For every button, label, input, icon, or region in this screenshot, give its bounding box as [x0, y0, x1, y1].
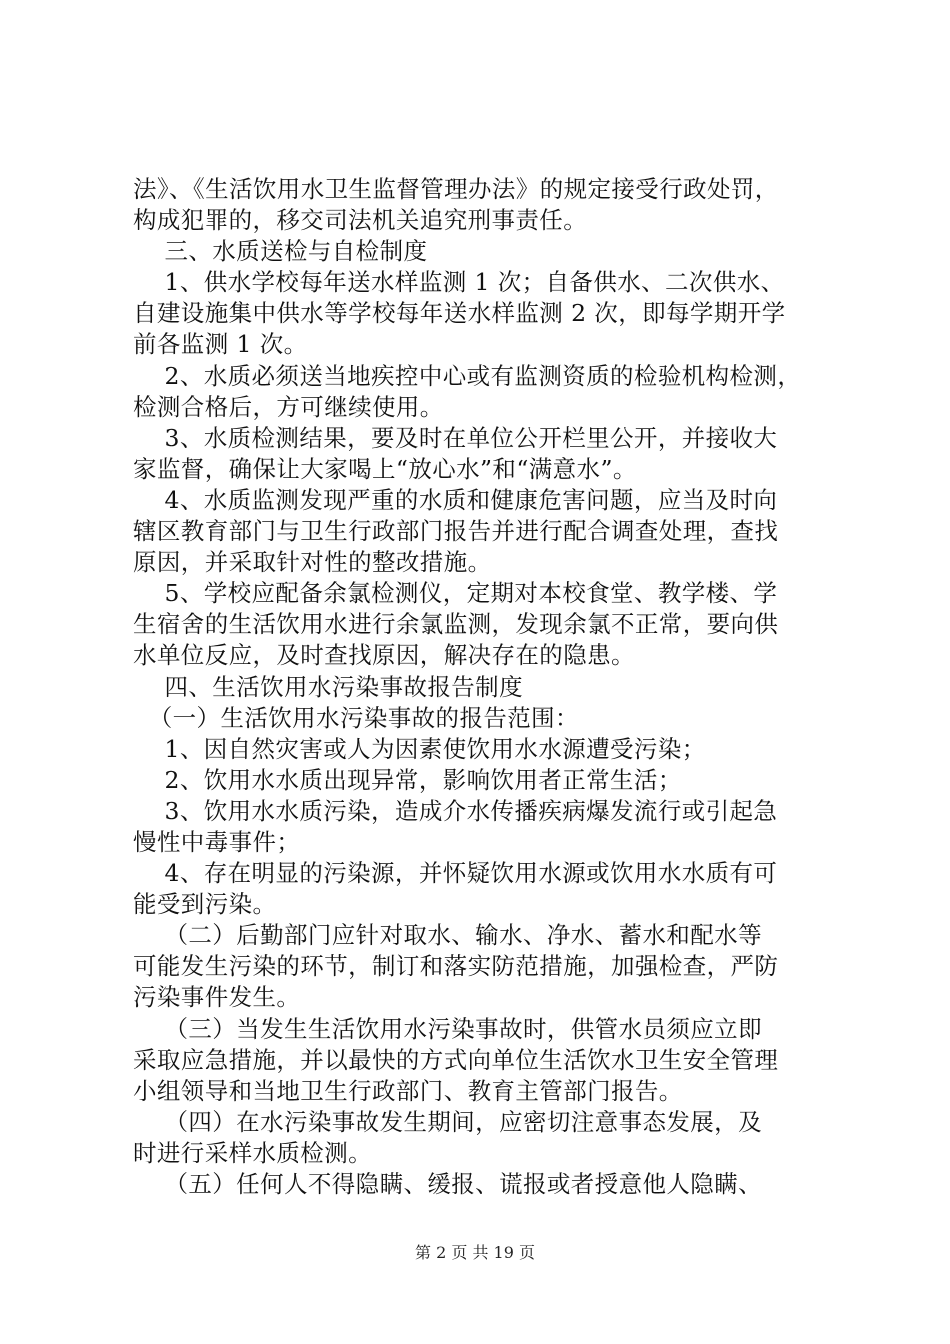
text-line: 污染事件发生。 [133, 983, 301, 1012]
page-number-footer: 第 2 页 共 19 页 [415, 1243, 535, 1262]
text-line: 能受到污染。 [133, 890, 277, 919]
text-line: 3、水质检测结果，要及时在单位公开栏里公开，并接收大 [133, 423, 778, 452]
text-line: 5、学校应配备余氯检测仪，定期对本校食堂、教学楼、学 [133, 579, 778, 608]
text-line: 辖区教育部门与卫生行政部门报告并进行配合调查处理，查找 [133, 517, 779, 546]
section-heading: 四、生活饮用水污染事故报告制度 [133, 672, 523, 701]
text-line: （五）任何人不得隐瞒、缓报、谎报或者授意他人隐瞒、 [133, 1170, 762, 1198]
text-line: 水单位反应，及时查找原因，解决存在的隐患。 [133, 641, 635, 670]
text-line: 生宿舍的生活饮用水进行余氯监测，发现余氯不正常，要向供 [133, 610, 779, 639]
text-line: 前各监测 1 次。 [133, 330, 308, 359]
text-line: 小组领导和当地卫生行政部门、教育主管部门报告。 [133, 1076, 683, 1105]
text-line: 自建设施集中供水等学校每年送水样监测 2 次，即每学期开学 [133, 299, 786, 328]
text-line: 家监督，确保让大家喝上“放心水”和“满意水”。 [133, 454, 637, 483]
text-line: 检测合格后，方可继续使用。 [133, 392, 444, 421]
text-line: 1、因自然灾害或人为因素使饮用水水源遭受污染； [133, 734, 706, 763]
text-line: 1、供水学校每年送水样监测 1 次；自备供水、二次供水、 [133, 268, 785, 297]
text-line: 原因，并采取针对性的整改措施。 [133, 548, 492, 577]
section-heading: 三、水质送检与自检制度 [133, 237, 428, 266]
text-line: 构成犯罪的，移交司法机关追究刑事责任。 [133, 206, 588, 235]
text-line: （三）当发生生活饮用水污染事故时，供管水员须应立即 [133, 1014, 762, 1043]
text-line: （四）在水污染事故发生期间，应密切注意事态发展，及 [133, 1107, 762, 1136]
text-line: 采取应急措施，并以最快的方式向单位生活饮水卫生安全管理 [133, 1045, 779, 1074]
text-line: 4、存在明显的污染源，并怀疑饮用水源或饮用水水质有可 [133, 859, 778, 888]
text-line: 2、饮用水水质出现异常，影响饮用者正常生活； [133, 765, 682, 794]
text-line: 慢性中毒事件； [133, 827, 301, 856]
text-line: 可能发生污染的环节，制订和落实防范措施，加强检查，严防 [133, 952, 779, 981]
text-line: （二）后勤部门应针对取水、输水、净水、蓄水和配水等 [133, 921, 762, 950]
text-line: 4、水质监测发现严重的水质和健康危害问题，应当及时向 [133, 485, 778, 514]
text-line: （一）生活饮用水污染事故的报告范围： [133, 703, 579, 732]
text-line: 法》、《生活饮用水卫生监督管理办法》的规定接受行政处罚， [133, 175, 779, 203]
document-body [133, 174, 833, 1200]
text-line: 3、饮用水水质污染，造成介水传播疾病爆发流行或引起急 [133, 796, 778, 825]
text-line: 时进行采样水质检测。 [133, 1138, 372, 1167]
text-line: 2、水质必须送当地疾控中心或有监测资质的检验机构检测， [133, 361, 802, 390]
